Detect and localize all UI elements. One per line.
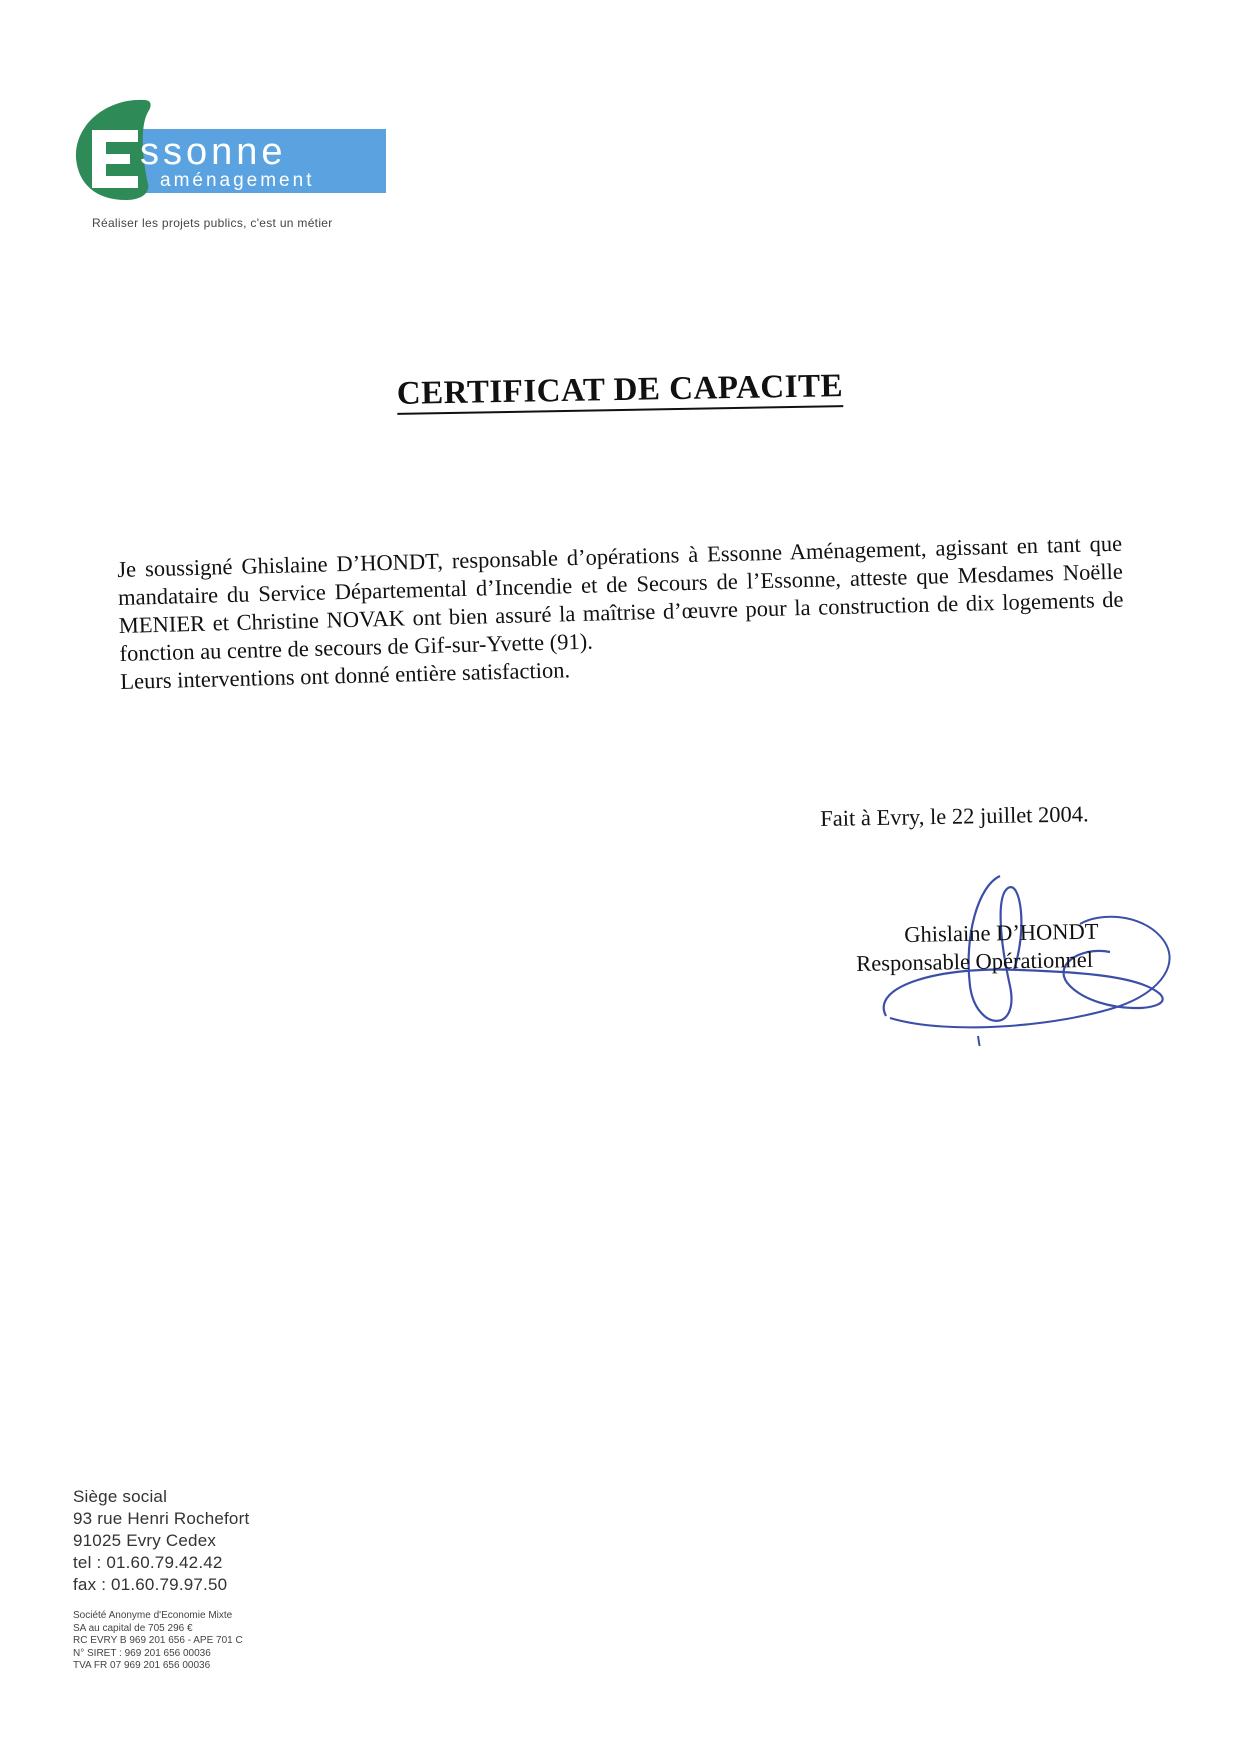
company-logo [68,96,408,236]
legal-line-capital: SA au capital de 705 296 € [73,1622,193,1634]
logo-subtitle: aménagement [160,170,315,191]
footer-line-phone: tel : 01.60.79.42.42 [73,1553,223,1572]
legal-line-rc: RC EVRY B 969 201 656 - APE 701 C [73,1635,243,1646]
legal-line-siret: N° SIRET : 969 201 656 00036 [73,1647,211,1659]
signatory-name: Ghislaine D’HONDT [904,918,1099,947]
legal-line-company-type: Société Anonyme d'Economie Mixte [73,1610,233,1621]
legal-line-vat: TVA FR 07 969 201 656 00036 [73,1660,211,1671]
body-paragraph: Je soussigné Ghislaine D’HONDT, responsable d’opérations à Essonne Aménagement, agissant en tant que mandataire du Service Départemental d’Incendie et de Secours de l’Essonne, atteste que Mesdames Noëlle MENIER et Christine NOVAK ont bien assuré la maîtrise d’œuvre pour la construction de dix logements de fonction au centre de secours de Gif-sur-Yvette (91). [117,530,1124,666]
footer-legal [73,1610,249,1673]
document-title [0,361,1240,421]
footer-line-street: 93 rue Henri Rochefort [73,1509,250,1528]
footer-line-head-office: Siège social [73,1487,168,1506]
body-closing: Leurs interventions ont donné entière satisfaction. [119,657,571,694]
logo-tagline: Réaliser les projets publics, c'est un métier [92,216,333,230]
document-title-text: CERTIFICAT DE CAPACITE [397,369,844,414]
footer-address [73,1486,249,1673]
certificate-body [117,530,1125,696]
date-line: Fait à Evry, le 22 juillet 2004. [820,801,1089,831]
essonne-logo-graphic [68,96,408,216]
logo-name: ssonne [140,131,287,173]
footer-line-city: 91025 Evry Cedex [73,1531,217,1550]
footer-line-fax: fax : 01.60.79.97.50 [73,1575,228,1594]
signature-stroke-4 [978,1036,982,1046]
signatory-role: Responsable Opérationnel [856,946,1094,976]
